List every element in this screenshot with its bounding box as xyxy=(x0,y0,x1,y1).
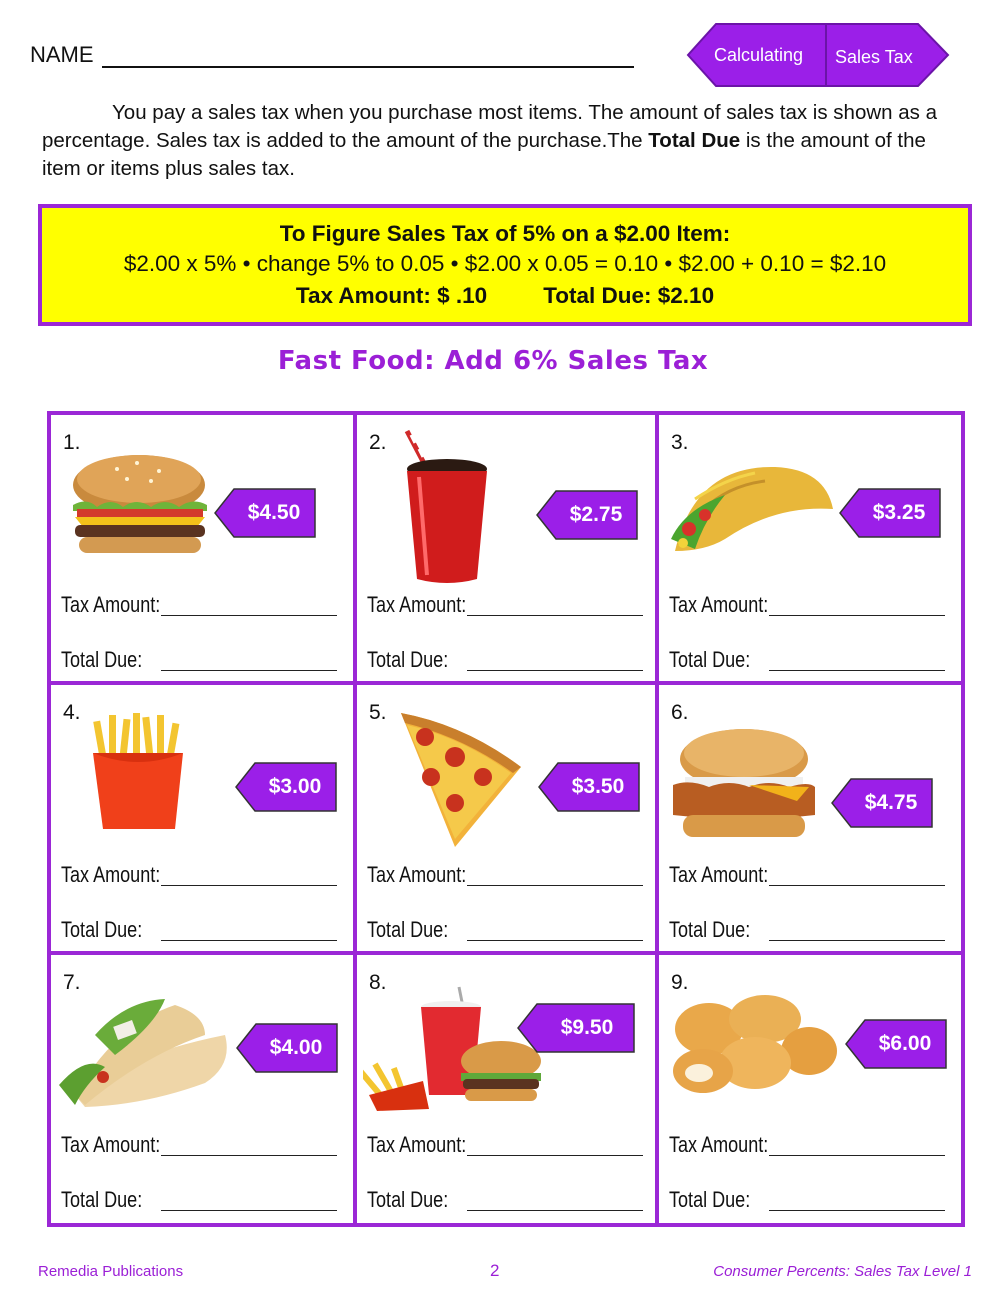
problem-cell xyxy=(659,415,961,685)
total-due-field[interactable] xyxy=(669,1187,945,1213)
tax-amount-label: Tax Amount: xyxy=(61,592,161,617)
total-due-label: Total Due: xyxy=(669,1187,751,1212)
chicken-nuggets-icon xyxy=(669,989,839,1099)
pizza-slice-icon xyxy=(395,707,525,853)
topic-badge xyxy=(686,22,950,88)
price-value: $4.00 xyxy=(269,1036,323,1059)
intro-text-2: is the amount of the item or items plus sales tax. xyxy=(42,129,926,180)
total-due-field[interactable] xyxy=(367,647,643,673)
tax-amount-field[interactable] xyxy=(367,1132,643,1158)
badge-right-text: Sales Tax xyxy=(835,47,913,67)
name-field-row xyxy=(30,40,634,68)
tax-amount-field[interactable] xyxy=(367,592,643,618)
problem-number: 1. xyxy=(63,431,81,454)
total-due-field[interactable] xyxy=(669,647,945,673)
intro-bold-term: Total Due xyxy=(648,129,741,152)
tax-amount-label: Tax Amount: xyxy=(367,1132,467,1157)
combo-meal-icon xyxy=(363,985,543,1115)
tax-amount-field[interactable] xyxy=(669,1132,945,1158)
total-due-label: Total Due: xyxy=(669,917,751,942)
price-tag xyxy=(831,778,933,828)
total-due-field[interactable] xyxy=(669,917,945,943)
tax-amount-field[interactable] xyxy=(61,592,337,618)
tax-amount-label: Tax Amount: xyxy=(61,862,161,887)
price-tag xyxy=(839,488,941,538)
total-due-label: Total Due: xyxy=(367,647,449,672)
problem-number: 9. xyxy=(671,971,689,994)
price-tag xyxy=(845,1019,947,1069)
problem-number: 3. xyxy=(671,431,689,454)
example-tax-amount: Tax Amount: $ .10 xyxy=(295,283,488,308)
problem-cell xyxy=(659,955,961,1223)
total-due-label: Total Due: xyxy=(61,1187,143,1212)
total-due-label: Total Due: xyxy=(61,917,143,942)
problem-number: 8. xyxy=(369,971,387,994)
tax-amount-field[interactable] xyxy=(367,862,643,888)
total-due-field[interactable] xyxy=(61,1187,337,1213)
example-title: To Figure Sales Tax of 5% on a $2.00 Item: xyxy=(279,221,731,246)
problem-grid xyxy=(47,411,965,1227)
problem-cell xyxy=(659,685,961,955)
footer-publisher: Remedia Publications xyxy=(38,1263,184,1280)
section-title: Fast Food: Add 6% Sales Tax xyxy=(277,346,709,376)
problem-number: 2. xyxy=(369,431,387,454)
price-tag xyxy=(517,1003,619,1053)
name-label: NAME xyxy=(30,42,94,67)
tax-amount-label: Tax Amount: xyxy=(669,1132,769,1157)
tax-amount-field[interactable] xyxy=(61,862,337,888)
example-results xyxy=(42,283,968,309)
total-due-label: Total Due: xyxy=(367,917,449,942)
price-value: $4.75 xyxy=(864,791,918,814)
badge-left-text: Calculating xyxy=(714,45,804,65)
problem-cell xyxy=(357,685,659,955)
total-due-field[interactable] xyxy=(61,917,337,943)
price-tag xyxy=(536,490,638,540)
price-tag xyxy=(236,1023,338,1073)
problem-cell xyxy=(357,415,659,685)
total-due-label: Total Due: xyxy=(61,647,143,672)
price-tag xyxy=(214,488,316,538)
price-value: $2.75 xyxy=(569,503,623,526)
tax-amount-field[interactable] xyxy=(669,862,945,888)
problem-cell xyxy=(357,955,659,1223)
problem-number: 4. xyxy=(63,701,81,724)
intro-paragraph xyxy=(42,99,952,183)
hamburger-icon xyxy=(67,449,212,559)
name-blank-line[interactable] xyxy=(102,40,634,68)
tax-amount-label: Tax Amount: xyxy=(669,862,769,887)
soda-cup-icon xyxy=(397,429,497,589)
tax-amount-label: Tax Amount: xyxy=(367,592,467,617)
price-value: $3.00 xyxy=(268,775,322,798)
problem-number: 6. xyxy=(671,701,689,724)
french-fries-icon xyxy=(87,713,197,833)
tax-amount-field[interactable] xyxy=(669,592,945,618)
footer-book-title: Consumer Percents: Sales Tax Level 1 xyxy=(713,1263,972,1280)
price-value: $4.50 xyxy=(247,501,301,524)
price-value: $3.25 xyxy=(872,501,926,524)
example-steps: $2.00 x 5% • change 5% to 0.05 • $2.00 x 0.05 = 0.10 • $2.00 + 0.10 = $2.10 xyxy=(123,251,887,276)
total-due-field[interactable] xyxy=(61,647,337,673)
total-due-label: Total Due: xyxy=(367,1187,449,1212)
price-tag xyxy=(538,762,640,812)
intro-text-1: You pay a sales tax when you purchase most items. The amount of sales tax is shown as a percentage. Sales tax is added to the amount of the purchase.The xyxy=(42,101,938,152)
chicken-sandwich-icon xyxy=(669,725,819,845)
tax-amount-label: Tax Amount: xyxy=(367,862,467,887)
problem-cell xyxy=(51,955,357,1223)
tax-amount-label: Tax Amount: xyxy=(61,1132,161,1157)
price-value: $3.50 xyxy=(571,775,625,798)
price-value: $9.50 xyxy=(560,1016,614,1039)
page-number: 2 xyxy=(490,1261,500,1280)
example-total-due: Total Due: $2.10 xyxy=(543,283,715,308)
problem-cell xyxy=(51,415,357,685)
price-tag xyxy=(235,762,337,812)
taco-icon xyxy=(665,459,835,559)
wrap-icon xyxy=(55,995,235,1115)
total-due-field[interactable] xyxy=(367,917,643,943)
problem-number: 7. xyxy=(63,971,81,994)
price-value: $6.00 xyxy=(878,1032,932,1055)
total-due-label: Total Due: xyxy=(669,647,751,672)
total-due-field[interactable] xyxy=(367,1187,643,1213)
problem-number: 5. xyxy=(369,701,387,724)
tax-amount-field[interactable] xyxy=(61,1132,337,1158)
example-box xyxy=(38,204,972,326)
tax-amount-label: Tax Amount: xyxy=(669,592,769,617)
problem-cell xyxy=(51,685,357,955)
